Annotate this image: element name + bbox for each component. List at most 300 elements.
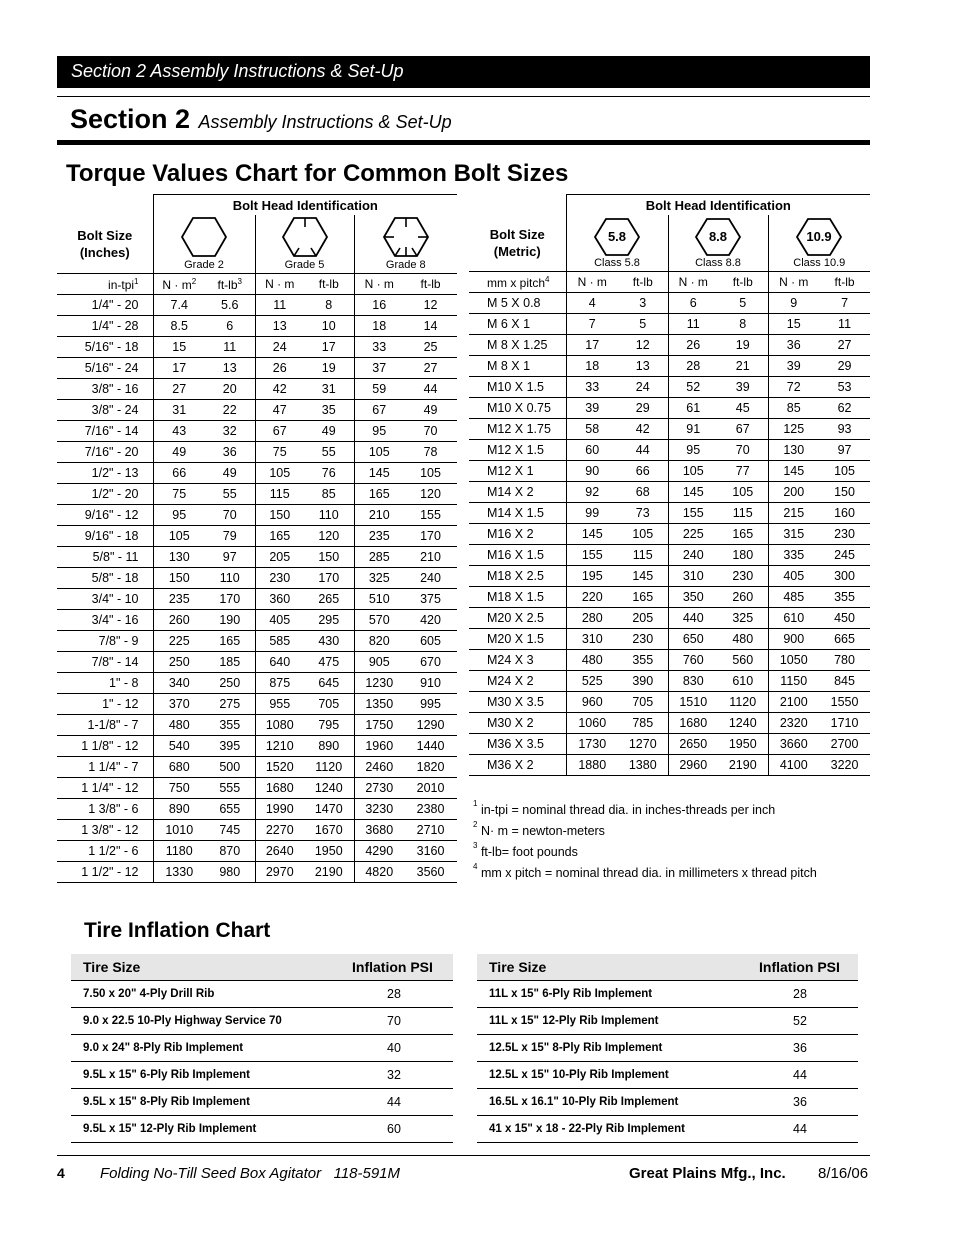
bolt-head-identification-label: Bolt Head Identification	[153, 195, 457, 216]
tire-size-cell: 12.5L x 15" 10-Ply Rib Implement	[477, 1062, 743, 1089]
bolt-size-cell: 7/8" - 9	[57, 631, 153, 652]
torque-value-cell: 39	[718, 377, 768, 398]
document-name: Folding No-Till Seed Box Agitator 118-591M	[100, 1165, 401, 1182]
torque-value-cell: 510	[354, 589, 404, 610]
ftlb-header: $ft-lb^3$	[205, 274, 255, 295]
torque-value-cell: 7	[819, 293, 870, 314]
torque-value-cell: 1550	[819, 692, 870, 713]
bolt-size-cell: 1/4" - 28	[57, 316, 153, 337]
grade-8-cell	[354, 215, 457, 274]
torque-value-cell: 910	[404, 673, 457, 694]
table-row	[477, 981, 858, 1008]
torque-value-cell: 235	[354, 526, 404, 547]
torque-value-cell: 28	[668, 356, 718, 377]
bolt-size-cell: M 8 X 1.25	[469, 335, 566, 356]
torque-value-cell: 1230	[354, 673, 404, 694]
bolt-size-cell: M24 X 2	[469, 671, 566, 692]
table-row	[469, 608, 870, 629]
torque-value-cell: 225	[668, 524, 718, 545]
torque-value-cell: 235	[153, 589, 205, 610]
ftlb-header: ft-lb	[618, 272, 668, 293]
torque-value-cell: 7.4	[153, 295, 205, 316]
torque-value-cell: 870	[205, 841, 255, 862]
torque-value-cell: 2710	[404, 820, 457, 841]
torque-value-cell: 8	[718, 314, 768, 335]
table-row	[71, 1116, 453, 1143]
table-row	[469, 755, 870, 776]
table-row	[469, 692, 870, 713]
table-row	[469, 545, 870, 566]
torque-value-cell: 170	[404, 526, 457, 547]
table-row	[57, 400, 457, 421]
table-row	[57, 673, 457, 694]
inflation-psi-header: Inflation PSI	[336, 954, 453, 981]
torque-value-cell: 585	[255, 631, 304, 652]
torque-value-cell: 6	[205, 316, 255, 337]
bolt-size-cell: M12 X 1	[469, 461, 566, 482]
bolt-size-cell: 9/16" - 12	[57, 505, 153, 526]
grade-2-hex-icon	[179, 215, 229, 259]
torque-value-cell: 705	[304, 694, 354, 715]
torque-value-cell: 145	[668, 482, 718, 503]
torque-value-cell: 31	[153, 400, 205, 421]
torque-value-cell: 980	[205, 862, 255, 883]
torque-value-cell: 1050	[768, 650, 819, 671]
torque-value-cell: 15	[153, 337, 205, 358]
torque-value-cell: 36	[768, 335, 819, 356]
torque-value-cell: 480	[718, 629, 768, 650]
torque-value-cell: 43	[153, 421, 205, 442]
torque-value-cell: 955	[255, 694, 304, 715]
torque-value-cell: 150	[255, 505, 304, 526]
torque-value-cell: 120	[304, 526, 354, 547]
torque-value-cell: 24	[618, 377, 668, 398]
bolt-size-metric-label: Bolt Size (Metric)	[489, 227, 545, 259]
torque-value-cell: 655	[205, 799, 255, 820]
torque-value-cell: 13	[205, 358, 255, 379]
torque-value-cell: 1680	[668, 713, 718, 734]
bolt-size-cell: 1" - 8	[57, 673, 153, 694]
torque-value-cell: 205	[255, 547, 304, 568]
torque-value-cell: 475	[304, 652, 354, 673]
bolt-size-cell: M16 X 2	[469, 524, 566, 545]
footnote-2: $^2$ N· m = newton-meters	[473, 820, 605, 838]
torque-value-cell: 8.5	[153, 316, 205, 337]
inflation-psi-cell: 70	[336, 1008, 453, 1035]
torque-value-cell: 230	[819, 524, 870, 545]
torque-value-cell: 645	[304, 673, 354, 694]
bolt-size-cell: 1/4" - 20	[57, 295, 153, 316]
section-title	[70, 104, 452, 135]
torque-value-cell: 12	[618, 335, 668, 356]
torque-value-cell: 285	[354, 547, 404, 568]
table-row	[57, 484, 457, 505]
torque-value-cell: 105	[255, 463, 304, 484]
torque-value-cell: 250	[205, 673, 255, 694]
inflation-psi-cell: 44	[743, 1062, 858, 1089]
torque-value-cell: 260	[153, 610, 205, 631]
torque-value-cell: 90	[566, 461, 618, 482]
torque-value-cell: 42	[255, 379, 304, 400]
torque-value-cell: 44	[618, 440, 668, 461]
torque-value-cell: 440	[668, 608, 718, 629]
torque-value-cell: 31	[304, 379, 354, 400]
table-row	[57, 799, 457, 820]
torque-value-cell: 165	[205, 631, 255, 652]
torque-value-cell: 11	[668, 314, 718, 335]
torque-value-cell: 1180	[153, 841, 205, 862]
torque-value-cell: 2460	[354, 757, 404, 778]
table-row	[57, 715, 457, 736]
inflation-psi-cell: 44	[336, 1089, 453, 1116]
torque-value-cell: 1440	[404, 736, 457, 757]
torque-value-cell: 275	[205, 694, 255, 715]
torque-value-cell: 830	[668, 671, 718, 692]
torque-value-cell: 525	[566, 671, 618, 692]
torque-value-cell: 210	[354, 505, 404, 526]
table-row	[469, 293, 870, 314]
torque-value-cell: 3	[618, 293, 668, 314]
header-rule	[57, 96, 870, 97]
torque-value-cell: 2190	[718, 755, 768, 776]
nm-header: N · m	[566, 272, 618, 293]
torque-value-cell: 205	[618, 608, 668, 629]
torque-value-cell: 190	[205, 610, 255, 631]
torque-value-cell: 185	[205, 652, 255, 673]
torque-value-cell: 3560	[404, 862, 457, 883]
table-row	[469, 713, 870, 734]
torque-value-cell: 230	[718, 566, 768, 587]
torque-value-cell: 130	[153, 547, 205, 568]
torque-value-cell: 2640	[255, 841, 304, 862]
torque-value-cell: 105	[718, 482, 768, 503]
torque-value-cell: 145	[768, 461, 819, 482]
torque-value-cell: 110	[304, 505, 354, 526]
torque-value-cell: 1750	[354, 715, 404, 736]
torque-value-cell: 75	[255, 442, 304, 463]
torque-value-cell: 1060	[566, 713, 618, 734]
footnote-3: $^3$ ft-lb= foot pounds	[473, 841, 578, 859]
torque-value-cell: 115	[718, 503, 768, 524]
torque-value-cell: 39	[566, 398, 618, 419]
table-row	[469, 314, 870, 335]
torque-value-cell: 295	[304, 610, 354, 631]
class-8-8-hex-icon	[693, 217, 743, 257]
table-row	[57, 841, 457, 862]
torque-value-cell: 44	[404, 379, 457, 400]
torque-value-cell: 27	[153, 379, 205, 400]
table-row	[469, 419, 870, 440]
torque-value-cell: 49	[153, 442, 205, 463]
torque-value-cell: 165	[618, 587, 668, 608]
table-row	[57, 610, 457, 631]
torque-value-cell: 1240	[304, 778, 354, 799]
table-row	[57, 421, 457, 442]
bolt-size-cell: M12 X 1.5	[469, 440, 566, 461]
table-row	[469, 650, 870, 671]
in-tpi-header: in-tpi$^1$	[57, 274, 153, 295]
bolt-size-cell: 1 1/4" - 12	[57, 778, 153, 799]
bolt-size-cell: 1 1/2" - 6	[57, 841, 153, 862]
torque-value-cell: 1950	[304, 841, 354, 862]
grade-5-label: Grade 5	[284, 259, 325, 271]
torque-value-cell: 355	[205, 715, 255, 736]
torque-value-cell: 1730	[566, 734, 618, 755]
torque-value-cell: 485	[768, 587, 819, 608]
torque-value-cell: 97	[205, 547, 255, 568]
class-5-8-hex-icon	[592, 217, 642, 257]
torque-value-cell: 180	[718, 545, 768, 566]
inflation-psi-cell: 28	[336, 981, 453, 1008]
torque-value-cell: 1380	[618, 755, 668, 776]
torque-value-cell: 155	[668, 503, 718, 524]
torque-value-cell: 45	[718, 398, 768, 419]
torque-value-cell: 335	[768, 545, 819, 566]
torque-value-cell: 125	[768, 419, 819, 440]
inflation-psi-cell: 40	[336, 1035, 453, 1062]
torque-value-cell: 760	[668, 650, 718, 671]
torque-value-cell: 76	[304, 463, 354, 484]
torque-value-cell: 13	[255, 316, 304, 337]
torque-value-cell: 1670	[304, 820, 354, 841]
torque-value-cell: 610	[718, 671, 768, 692]
class-5-8-cell	[566, 215, 668, 272]
svg-text:10.9: 10.9	[806, 229, 832, 244]
torque-value-cell: 21	[718, 356, 768, 377]
torque-value-cell: 20	[205, 379, 255, 400]
torque-value-cell: 795	[304, 715, 354, 736]
torque-value-cell: 1820	[404, 757, 457, 778]
torque-value-cell: 555	[205, 778, 255, 799]
bolt-size-cell: 5/8" - 11	[57, 547, 153, 568]
torque-value-cell: 2190	[304, 862, 354, 883]
torque-value-cell: 570	[354, 610, 404, 631]
torque-value-cell: 1150	[768, 671, 819, 692]
table-row	[469, 503, 870, 524]
torque-value-cell: 85	[304, 484, 354, 505]
torque-value-cell: 91	[668, 419, 718, 440]
table-row	[477, 1008, 858, 1035]
table-row	[469, 671, 870, 692]
bolt-size-cell: 1 3/8" - 12	[57, 820, 153, 841]
torque-value-cell: 890	[153, 799, 205, 820]
torque-value-cell: 165	[718, 524, 768, 545]
torque-value-cell: 1120	[304, 757, 354, 778]
torque-value-cell: 265	[304, 589, 354, 610]
torque-value-cell: 1010	[153, 820, 205, 841]
torque-value-cell: 230	[618, 629, 668, 650]
class-10-9-cell	[768, 215, 870, 272]
bolt-size-cell: 5/16" - 18	[57, 337, 153, 358]
torque-value-cell: 70	[718, 440, 768, 461]
torque-value-cell: 92	[566, 482, 618, 503]
tire-size-cell: 16.5L x 16.1" 10-Ply Rib Implement	[477, 1089, 743, 1116]
torque-value-cell: 130	[768, 440, 819, 461]
torque-value-cell: 340	[153, 673, 205, 694]
grade-8-label: Grade 8	[385, 259, 426, 271]
bolt-size-cell: M16 X 1.5	[469, 545, 566, 566]
torque-value-cell: 4820	[354, 862, 404, 883]
torque-value-cell: 32	[205, 421, 255, 442]
torque-value-cell: 145	[354, 463, 404, 484]
torque-value-cell: 11	[205, 337, 255, 358]
torque-value-cell: 85	[768, 398, 819, 419]
torque-value-cell: 960	[566, 692, 618, 713]
tire-size-header: Tire Size	[477, 954, 743, 981]
table-row	[477, 1116, 858, 1143]
torque-value-cell: 4290	[354, 841, 404, 862]
table-row	[469, 377, 870, 398]
table-row	[57, 778, 457, 799]
torque-value-cell: 610	[768, 608, 819, 629]
table-row	[469, 356, 870, 377]
bolt-size-cell: 9/16" - 18	[57, 526, 153, 547]
torque-value-cell: 1210	[255, 736, 304, 757]
torque-value-cell: 60	[566, 440, 618, 461]
torque-value-cell: 2320	[768, 713, 819, 734]
tire-size-cell: 7.50 x 20" 4-Ply Drill Rib	[71, 981, 336, 1008]
bolt-size-cell: 3/8" - 24	[57, 400, 153, 421]
torque-value-cell: 1990	[255, 799, 304, 820]
tire-size-cell: 11L x 15" 6-Ply Rib Implement	[477, 981, 743, 1008]
torque-value-cell: 1330	[153, 862, 205, 883]
tire-size-cell: 12.5L x 15" 8-Ply Rib Implement	[477, 1035, 743, 1062]
torque-value-cell: 150	[304, 547, 354, 568]
torque-value-cell: 480	[566, 650, 618, 671]
torque-value-cell: 3680	[354, 820, 404, 841]
bolt-size-cell: M10 X 1.5	[469, 377, 566, 398]
torque-value-cell: 53	[819, 377, 870, 398]
torque-chart-title: Torque Values Chart for Common Bolt Sizes	[66, 160, 569, 187]
bolt-size-cell: M18 X 1.5	[469, 587, 566, 608]
bolt-size-cell: M14 X 2	[469, 482, 566, 503]
torque-value-cell: 22	[205, 400, 255, 421]
torque-value-cell: 1710	[819, 713, 870, 734]
torque-value-cell: 750	[153, 778, 205, 799]
bolt-size-cell: M36 X 2	[469, 755, 566, 776]
torque-value-cell: 390	[618, 671, 668, 692]
torque-value-cell: 1960	[354, 736, 404, 757]
torque-value-cell: 165	[354, 484, 404, 505]
torque-value-cell: 70	[404, 421, 457, 442]
torque-value-cell: 78	[404, 442, 457, 463]
torque-value-cell: 350	[668, 587, 718, 608]
torque-value-cell: 93	[819, 419, 870, 440]
nm-header: N · m	[668, 272, 718, 293]
torque-value-cell: 11	[255, 295, 304, 316]
torque-value-cell: 29	[819, 356, 870, 377]
torque-value-cell: 560	[718, 650, 768, 671]
table-row	[469, 587, 870, 608]
torque-value-cell: 66	[153, 463, 205, 484]
torque-value-cell: 150	[819, 482, 870, 503]
torque-value-cell: 220	[566, 587, 618, 608]
tire-size-cell: 9.0 x 24" 8-Ply Rib Implement	[71, 1035, 336, 1062]
torque-value-cell: 145	[566, 524, 618, 545]
table-row	[57, 358, 457, 379]
table-row	[71, 1035, 453, 1062]
torque-value-cell: 250	[153, 652, 205, 673]
torque-value-cell: 875	[255, 673, 304, 694]
torque-value-cell: 26	[668, 335, 718, 356]
torque-value-cell: 49	[304, 421, 354, 442]
torque-value-cell: 68	[618, 482, 668, 503]
torque-value-cell: 67	[354, 400, 404, 421]
bolt-size-cell: 1/2" - 20	[57, 484, 153, 505]
torque-value-cell: 605	[404, 631, 457, 652]
torque-value-cell: 2010	[404, 778, 457, 799]
torque-value-cell: 1950	[718, 734, 768, 755]
nm-header: $N \cdot m^2$	[153, 274, 205, 295]
torque-value-cell: 640	[255, 652, 304, 673]
nm-header: N · m	[768, 272, 819, 293]
table-row	[469, 335, 870, 356]
torque-value-cell: 370	[153, 694, 205, 715]
torque-value-cell: 55	[304, 442, 354, 463]
torque-value-cell: 300	[819, 566, 870, 587]
ftlb-header: ft-lb	[304, 274, 354, 295]
torque-value-cell: 8	[304, 295, 354, 316]
bolt-size-cell: 1/2" - 13	[57, 463, 153, 484]
table-row	[57, 295, 457, 316]
inflation-psi-cell: 44	[743, 1116, 858, 1143]
torque-value-cell: 67	[255, 421, 304, 442]
torque-value-cell: 14	[404, 316, 457, 337]
table-row	[57, 547, 457, 568]
table-row	[469, 461, 870, 482]
table-row	[57, 862, 457, 883]
torque-value-cell: 1120	[718, 692, 768, 713]
torque-value-cell: 500	[205, 757, 255, 778]
torque-value-cell: 47	[255, 400, 304, 421]
torque-value-cell: 1080	[255, 715, 304, 736]
torque-value-cell: 210	[404, 547, 457, 568]
torque-value-cell: 355	[618, 650, 668, 671]
torque-value-cell: 73	[618, 503, 668, 524]
torque-value-cell: 680	[153, 757, 205, 778]
torque-value-cell: 705	[618, 692, 668, 713]
torque-value-cell: 225	[153, 631, 205, 652]
table-row	[71, 1062, 453, 1089]
torque-value-cell: 95	[668, 440, 718, 461]
torque-value-cell: 670	[404, 652, 457, 673]
torque-value-cell: 105	[404, 463, 457, 484]
torque-value-cell: 105	[819, 461, 870, 482]
table-row	[57, 442, 457, 463]
table-row	[469, 398, 870, 419]
bolt-size-cell: 1-1/8" - 7	[57, 715, 153, 736]
torque-value-cell: 7	[566, 314, 618, 335]
bolt-head-identification-label: Bolt Head Identification	[566, 195, 870, 216]
torque-value-cell: 79	[205, 526, 255, 547]
class-10-9-hex-icon	[794, 217, 844, 257]
torque-value-cell: 155	[566, 545, 618, 566]
torque-value-cell: 420	[404, 610, 457, 631]
page-number: 4	[57, 1165, 65, 1181]
ftlb-header: ft-lb	[718, 272, 768, 293]
torque-value-cell: 11	[819, 314, 870, 335]
torque-value-cell: 13	[618, 356, 668, 377]
inflation-psi-cell: 36	[743, 1035, 858, 1062]
class-8-8-label: Class 8.8	[695, 257, 741, 269]
torque-value-cell: 6	[668, 293, 718, 314]
svg-text:5.8: 5.8	[607, 229, 627, 244]
torque-value-cell: 160	[819, 503, 870, 524]
torque-value-cell: 215	[768, 503, 819, 524]
ftlb-header: ft-lb	[819, 272, 870, 293]
torque-value-cell: 2700	[819, 734, 870, 755]
torque-value-cell: 170	[205, 589, 255, 610]
